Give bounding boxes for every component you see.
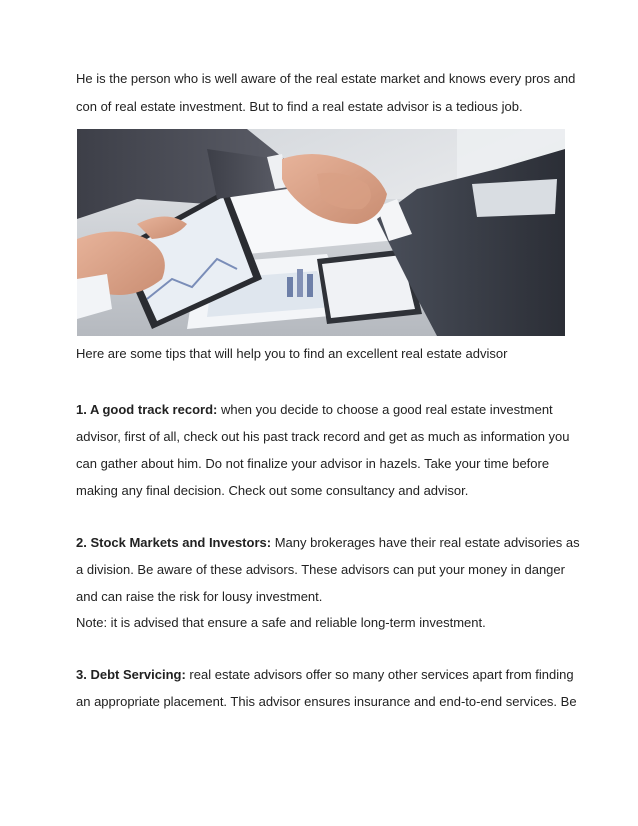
tip-1-text: when you decide to choose a good real estate investment xyxy=(217,402,553,417)
tip-1-line-3: can gather about him. Do not finalize your advisor in hazels. Take your time before xyxy=(76,456,550,471)
tips-intro: Here are some tips that will help you to find an excellent real estate advisor xyxy=(76,346,508,361)
tip-2-note: Note: it is advised that ensure a safe and reliable long-term investment. xyxy=(76,615,486,630)
tip-3-text: real estate advisors offer so many other services apart from finding xyxy=(185,667,574,682)
tip-3-line-1 xyxy=(76,667,574,683)
tip-3-line-2: an appropriate placement. This advisor ensures insurance and end-to-end services. Be xyxy=(76,694,577,709)
tip-1-line-2: advisor, first of all, check out his past track record and get as much as information you xyxy=(76,429,570,444)
tip-1-title: 1. A good track record: xyxy=(76,402,218,417)
tip-2-text: Many brokerages have their real estate advisories as xyxy=(271,535,580,550)
tip-2-line-1 xyxy=(76,535,580,551)
intro-line-1: He is the person who is well aware of the real estate market and knows every pros and xyxy=(76,71,576,86)
intro-line-2: con of real estate investment. But to find a real estate advisor is a tedious job. xyxy=(76,99,523,114)
tip-3-title: 3. Debt Servicing: xyxy=(76,667,186,682)
tip-2-line-3: and can raise the risk for lousy investment. xyxy=(76,589,323,604)
tip-2-line-2: a division. Be aware of these advisors. These advisors can put your money in danger xyxy=(76,562,565,577)
tip-1-line-1 xyxy=(76,402,553,418)
tip-1-line-4: making any final decision. Check out some consultancy and advisor. xyxy=(76,483,469,498)
business-handshake-photo xyxy=(77,129,565,336)
tip-2-title: 2. Stock Markets and Investors: xyxy=(76,535,272,550)
